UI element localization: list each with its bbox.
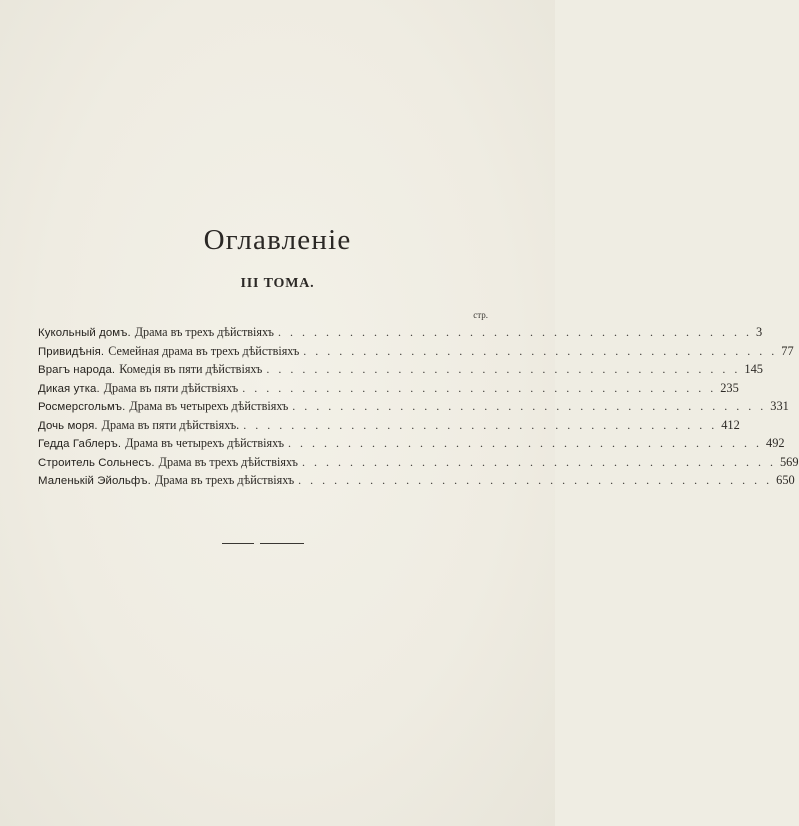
dot-leader: . . . . . . . . . . . . . . . . . . . . . . . . . . . . . . . . . . . . . . . .: [266, 362, 741, 376]
toc-entry-title: Кукольный домъ.: [38, 327, 131, 339]
dot-leader: . . . . . . . . . . . . . . . . . . . . . . . . . . . . . . . . . . . . . . . .: [303, 343, 778, 358]
toc-entry-title: Гедда Габлеръ.: [38, 438, 122, 450]
toc-entry-page: 650: [776, 473, 795, 487]
toc-entry-title: Дочь моря.: [38, 419, 98, 432]
dot-leader: . . . . . . . . . . . . . . . . . . . . . . . . . . . . . . . . . . . . . . . .: [277, 325, 752, 339]
toc-entry-genre: Драма въ трехъ дѣйствіяхъ: [154, 473, 295, 487]
toc-entry-genre: Драма въ четырехъ дѣйствіяхъ: [125, 436, 285, 450]
toc-entry-genre: Драма въ пяти дѣйствіяхъ: [103, 380, 239, 395]
divider-gap: [254, 541, 260, 545]
toc-entry-genre: Драма въ трехъ дѣйствіяхъ: [158, 454, 298, 469]
section-divider: [222, 543, 304, 544]
toc-entry-title: Дикая утка.: [38, 382, 100, 395]
toc-entry: [38, 436, 785, 455]
toc-entry-genre: Семейная драма въ трехъ дѣйствіяхъ: [108, 343, 300, 358]
dot-leader: . . . . . . . . . . . . . . . . . . . . . . . . . . . . . . . . . . . . . . . .: [301, 454, 776, 469]
toc-entry: [38, 399, 789, 418]
dot-leader: . . . . . . . . . . . . . . . . . . . . . . . . . . . . . . . . . . . . . . . .: [288, 436, 763, 450]
toc-entry: [38, 343, 794, 363]
toc-entry-page: 412: [721, 417, 740, 432]
dot-leader: . . . . . . . . . . . . . . . . . . . . . . . . . . . . . . . . . . . . . . . .: [292, 399, 767, 413]
toc-entry-genre: Комедія въ пяти дѣйствіяхъ: [119, 362, 263, 376]
toc-entry: [38, 325, 763, 344]
toc-entry-page: 3: [755, 325, 763, 339]
toc-entry: [38, 362, 763, 381]
toc-entry-title: Росмерсгольмъ.: [38, 401, 126, 413]
toc-entry-title: Маленькій Эйольфъ.: [38, 475, 151, 487]
toc-entry-title: Привидѣнія.: [38, 345, 105, 358]
toc-entry: [38, 380, 739, 400]
page-title: Оглавленіе: [203, 224, 352, 256]
toc-entry-page: 235: [720, 380, 739, 395]
toc-entry: [38, 454, 799, 474]
toc-entry-page: 145: [744, 362, 763, 376]
toc-entry: [38, 473, 795, 492]
table-of-contents: [38, 325, 799, 492]
dot-leader: . . . . . . . . . . . . . . . . . . . . . . . . . . . . . . . . . . . . . . . .: [298, 473, 773, 487]
toc-entry-page: 77: [781, 343, 794, 358]
toc-entry-genre: Драма въ трехъ дѣйствіяхъ: [134, 325, 274, 339]
dot-leader: . . . . . . . . . . . . . . . . . . . . . . . . . . . . . . . . . . . . . . . .: [243, 417, 718, 432]
page-subtitle: III ТОМА.: [240, 276, 315, 291]
toc-entry-page: 331: [770, 399, 789, 413]
toc-entry-page: 492: [766, 436, 785, 450]
toc-entry-page: 569: [779, 454, 799, 469]
toc-entry-genre: Драма въ пяти дѣйствіяхъ.: [101, 417, 240, 432]
dot-leader: . . . . . . . . . . . . . . . . . . . . . . . . . . . . . . . . . . . . . . . .: [242, 380, 717, 395]
toc-entry-title: Врагъ народа.: [38, 364, 116, 376]
toc-entry-genre: Драма въ четырехъ дѣйствіяхъ: [129, 399, 289, 413]
toc-entry-title: Строитель Сольнесъ.: [38, 456, 155, 469]
page-column-label: стр.: [473, 310, 488, 320]
toc-entry: [38, 417, 740, 437]
